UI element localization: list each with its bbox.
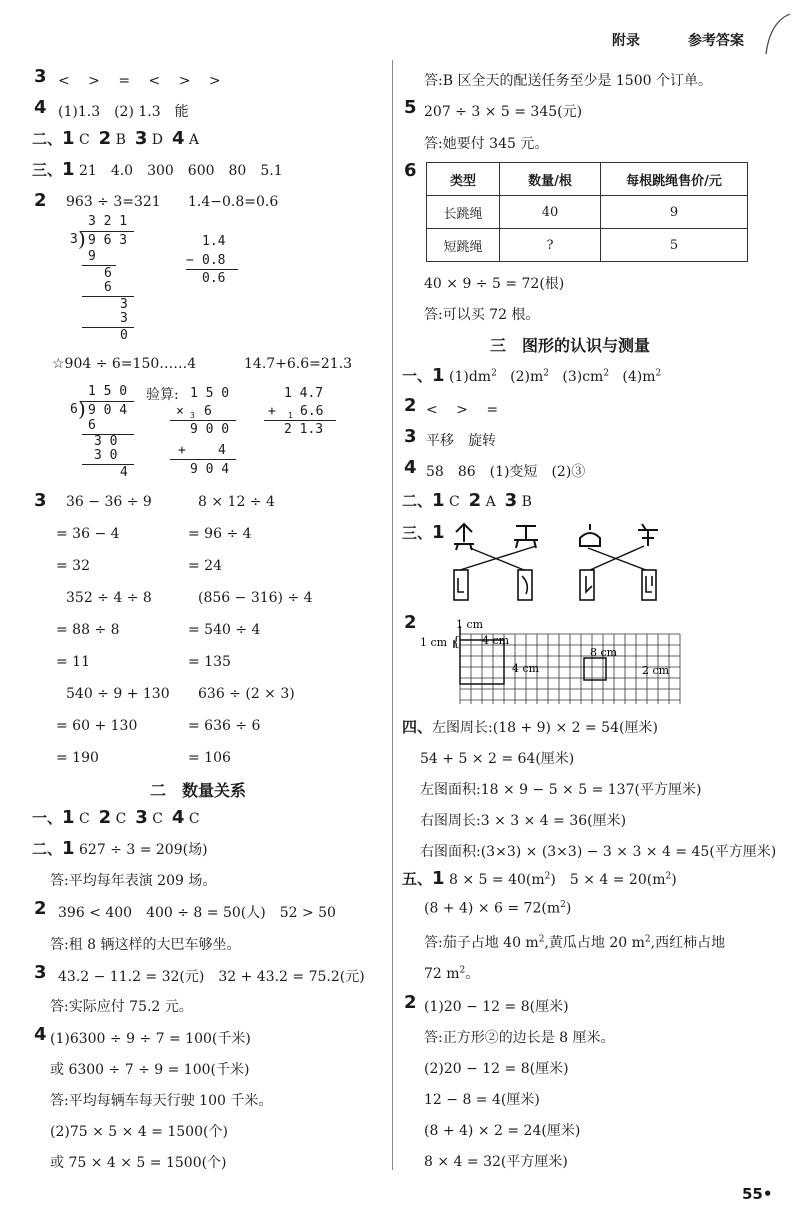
er-a3: D <box>151 132 164 148</box>
s2-q4-line5: 或 75 × 4 × 5 = 1500(个) <box>50 1155 227 1171</box>
q2-eq2: 1.4−0.8=0.6 <box>188 194 279 210</box>
div2-quotient: 1 5 0 <box>88 384 128 399</box>
s3-er-row <box>402 490 532 511</box>
div1-step1: 9 <box>88 249 96 264</box>
add1-b: 6.6 <box>300 404 324 419</box>
s2-q4-line3: 答:平均每辆车每天行驶 100 千米。 <box>50 1093 273 1109</box>
s3-wu-eq-c: ) <box>671 872 677 888</box>
table-row <box>427 196 748 229</box>
object-kettle-icon <box>580 524 600 546</box>
s3-si-line5: 右图面积:(3×3) × (3×3) − 3 × 3 × 4 = 45(平方厘米) <box>420 844 777 860</box>
s3-san-n1: 1 <box>432 522 445 543</box>
check-line1 <box>170 420 236 421</box>
s3-si-line3: 左图面积:18 × 9 − 5 × 5 = 137(平方厘米) <box>420 782 702 798</box>
s3-wu2-line2: 答:正方形②的边长是 8 厘米。 <box>424 1030 615 1046</box>
check-b: 6 <box>204 404 212 419</box>
q4-answers: (1)1.3 (2) 1.3 能 <box>58 104 189 120</box>
s2-q2-eq: 396 < 400 400 ÷ 8 = 50(人) 52 > 50 <box>58 905 336 921</box>
q3c1-line: = 190 <box>56 750 99 766</box>
div1-step2: 6 <box>104 266 112 281</box>
san-n1: 1 <box>62 159 75 180</box>
q3c1-line: = 32 <box>56 558 90 574</box>
s2-q4-line1: (1)6300 ÷ 9 ÷ 7 = 100(千米) <box>50 1031 251 1047</box>
s2-yi-n3: 3 <box>135 807 148 828</box>
s3-wu2-line1: (1)20 − 12 = 8(厘米) <box>424 999 569 1015</box>
s3-wu-l3a: 答:茄子占地 40 m <box>424 935 539 951</box>
grid-shapes <box>454 626 606 684</box>
s2-yi-n2: 2 <box>98 807 112 828</box>
div1-divisor: 3 <box>70 232 78 247</box>
star-eq2: 14.7+6.6=21.3 <box>244 356 353 372</box>
add1-result: 2 1.3 <box>284 422 324 437</box>
s3-wu-line4 <box>424 963 479 983</box>
matching-diagram <box>446 516 676 608</box>
er-n1: 1 <box>62 128 75 149</box>
s3-wu-eq-b: ) 5 × 4 = 20(m <box>550 872 666 888</box>
s2-yi-label: 一、 <box>32 809 63 827</box>
s3-yi-c: (3)cm <box>562 369 604 385</box>
r-q6-number: 6 <box>404 160 417 181</box>
check-label: 验算: <box>146 387 179 403</box>
s2-yi-n4: 4 <box>171 807 185 828</box>
grid-label-top: 1 cm <box>456 618 484 631</box>
q3c1-line: = 36 − 4 <box>56 526 120 542</box>
s3-wu-sup: 2 <box>665 871 672 882</box>
table-header-cell: 数量/根 <box>500 163 601 196</box>
s3-wu-eq-a: 8 × 5 = 40(m <box>449 872 545 888</box>
sub1-b: 0.8 <box>202 253 226 268</box>
table-cell: 短跳绳 <box>427 229 500 262</box>
grid-figure <box>420 614 690 704</box>
s3-wu2-line4: 12 − 8 = 4(厘米) <box>424 1092 540 1108</box>
div2-step3: 3 0 <box>94 448 118 463</box>
q4-number: 4 <box>34 97 47 118</box>
sub1-result: 0.6 <box>202 271 226 286</box>
s2-er-n1: 1 <box>62 838 75 859</box>
s3-er-a1: C <box>449 494 460 510</box>
q3c2-line: (856 − 316) ÷ 4 <box>198 590 313 606</box>
q3-number: 3 <box>34 66 47 87</box>
s3-wu-line3 <box>424 932 725 952</box>
s3-yi-a: (1)dm <box>449 369 492 385</box>
matching-lines <box>460 546 646 570</box>
div2-step2: 3 0 <box>94 434 118 449</box>
add1-a: 1 4.7 <box>284 386 324 401</box>
er-a1: C <box>79 132 90 148</box>
s3-wu-l2a: (8 + 4) × 6 = 72(m <box>424 900 561 917</box>
r-q5-eq: 207 ÷ 3 × 5 = 345(元) <box>424 104 583 120</box>
check-result: 9 0 4 <box>190 462 230 477</box>
s3-er-n2: 2 <box>468 490 482 511</box>
table-cell: ? <box>500 229 601 262</box>
div2-divisor: 6 <box>70 402 78 417</box>
page-number: 55• <box>742 1185 773 1203</box>
s3-er-n1: 1 <box>432 490 445 511</box>
s2-er1-eq: 627 ÷ 3 = 209(场) <box>79 842 208 858</box>
san-label: 三、 <box>32 161 63 179</box>
s3-q4-answers: 58 86 (1)变短 (2)③ <box>426 464 586 480</box>
grid-label-2cm: 2 cm <box>642 664 670 677</box>
column-divider <box>392 60 393 1170</box>
div2-dividend: 9 0 4 <box>88 403 128 418</box>
s3-q3-answers: 平移 旋转 <box>426 433 496 449</box>
s2-q4-line4: (2)75 × 5 × 4 = 1500(个) <box>50 1124 228 1140</box>
s3-wu-line2 <box>424 900 571 917</box>
q3c2-line: 8 × 12 ÷ 4 <box>198 494 275 510</box>
s2-q4-line2: 或 6300 ÷ 7 ÷ 9 = 100(千米) <box>50 1062 250 1078</box>
r-q5-number: 5 <box>404 97 417 118</box>
s3-q3-number: 3 <box>404 426 417 447</box>
s3-yi-n1: 1 <box>432 365 445 386</box>
s3-yi-b: (2)m <box>510 369 544 385</box>
section-2-title: 二 数量关系 <box>150 781 247 800</box>
table-row <box>427 229 748 262</box>
section-er-row <box>32 128 199 149</box>
r-answer-b: 答:B 区全天的配送任务至少是 1500 个订单。 <box>424 73 712 89</box>
s2-er1-row <box>32 838 208 859</box>
s3-san-label: 三、 <box>402 524 433 542</box>
check-c: 4 <box>218 443 226 458</box>
s3-wu2-number: 2 <box>404 992 417 1013</box>
s3-wu-sup: 2 <box>459 965 466 976</box>
s3-si-line1: 左图周长:(18 + 9) × 2 = 54(厘米) <box>432 720 658 736</box>
s3-wu-label: 五、 <box>402 870 433 888</box>
div1-step6: 0 <box>120 328 128 343</box>
div1-step5: 3 <box>120 311 128 326</box>
header-appendix: 附录 <box>612 33 640 49</box>
star-eq1: ☆904 ÷ 6=150……4 <box>52 356 197 372</box>
s3-wu-l2b: ) <box>565 900 572 917</box>
s3-si-line4: 右图周长:3 × 3 × 4 = 36(厘米) <box>420 813 627 829</box>
er-label: 二、 <box>32 130 63 148</box>
object-stool-icon <box>514 526 538 548</box>
div1-step3: 6 <box>104 280 112 295</box>
q3c2-line: 636 ÷ (2 × 3) <box>198 686 295 702</box>
s2-yi-a1: C <box>79 811 90 827</box>
grid-label-left: 1 cm <box>420 636 448 649</box>
q3c2-line: = 636 ÷ 6 <box>188 718 261 734</box>
r-q6-answer: 答:可以买 72 根。 <box>424 307 540 323</box>
s2-q3-answer: 答:实际应付 75.2 元。 <box>50 999 193 1015</box>
s3-yi-sup: 2 <box>543 368 550 379</box>
s3-er-a2: A <box>485 494 496 510</box>
s3-yi-label: 一、 <box>402 367 433 385</box>
s2-er1-answer: 答:平均每年表演 209 场。 <box>50 873 217 889</box>
s2-yi-a4: C <box>188 811 200 827</box>
s3-yi-d: (4)m <box>622 369 656 385</box>
table-cell: 40 <box>500 196 601 229</box>
div2-bar <box>80 401 134 402</box>
check-line2 <box>170 459 236 460</box>
q2-number: 2 <box>34 190 47 211</box>
view-cards <box>454 570 656 600</box>
q3c1-line: = 88 ÷ 8 <box>56 622 120 638</box>
s3-wu-row <box>402 868 677 889</box>
q3c1-line: 540 ÷ 9 + 130 <box>66 686 170 702</box>
add1-op: + <box>268 404 276 419</box>
page-corner-curve <box>752 8 792 58</box>
s2-yi-a2: C <box>115 811 127 827</box>
s3-wu-n1: 1 <box>432 868 445 889</box>
q2-eq1: 963 ÷ 3=321 <box>66 194 161 210</box>
s2-q2-number: 2 <box>34 898 47 919</box>
s2-er-label: 二、 <box>32 840 63 858</box>
r-q6-eq: 40 × 9 ÷ 5 = 72(根) <box>424 276 565 292</box>
div2-remainder: 4 <box>120 465 128 480</box>
grid-label-4cm-a: 4 cm <box>482 634 510 647</box>
s2-yi-row <box>32 807 200 828</box>
s3-wu-sup: 2 <box>644 934 651 945</box>
s3-er-n3: 3 <box>504 490 518 511</box>
s2-yi-n1: 1 <box>62 807 75 828</box>
div2-step1: 6 <box>88 418 96 433</box>
q3c1-line: = 11 <box>56 654 90 670</box>
div1-bar <box>80 231 134 232</box>
er-n4: 4 <box>171 128 185 149</box>
er-n2: 2 <box>98 128 112 149</box>
q3c1-line: = 60 + 130 <box>56 718 138 734</box>
r-q5-answer: 答:她要付 345 元。 <box>424 136 549 152</box>
s3-wu-l4b: 。 <box>465 966 480 982</box>
check-carry: 3 <box>190 411 195 420</box>
table-header-cell: 每根跳绳售价/元 <box>601 163 748 196</box>
sub1-op: − <box>186 253 194 268</box>
q3-answers: < > = < > > <box>58 73 221 89</box>
section-san-row <box>32 159 283 180</box>
s2-q4-number: 4 <box>34 1024 47 1045</box>
grid-label-8cm: 8 cm <box>590 646 618 659</box>
s3-wu-l3b: ,黄瓜占地 20 m <box>544 935 645 951</box>
q3c2-line: = 106 <box>188 750 231 766</box>
q3c1-line: 352 ÷ 4 ÷ 8 <box>66 590 152 606</box>
s3-san-row <box>402 522 445 543</box>
s3-wu-l3c: ,西红柿占地 <box>650 935 726 951</box>
s2-q2-answer: 答:租 8 辆这样的大巴车够坐。 <box>50 937 241 953</box>
s2-q3-number: 3 <box>34 962 47 983</box>
q3c2-line: = 96 ÷ 4 <box>188 526 252 542</box>
q3c2-line: = 135 <box>188 654 231 670</box>
sub1-a: 1.4 <box>202 234 226 249</box>
object-table-icon <box>638 524 658 546</box>
s3-wu-sup: 2 <box>560 900 566 910</box>
div2-bracket: ) <box>78 397 86 421</box>
section-3-title: 三 图形的认识与测量 <box>490 336 651 355</box>
table-header-cell: 类型 <box>427 163 500 196</box>
rope-table <box>426 162 748 262</box>
s3-wu-sup: 2 <box>544 871 551 882</box>
s3-wu2-line6: 8 × 4 = 32(平方厘米) <box>424 1154 568 1170</box>
grid-q-number: 2 <box>404 612 417 633</box>
grid-brace: { <box>452 635 461 650</box>
object-lamp-icon <box>454 524 474 550</box>
er-n3: 3 <box>134 128 148 149</box>
table-cell: 长跳绳 <box>427 196 500 229</box>
er-a4: A <box>188 132 200 148</box>
q3c2-line: = 540 ÷ 4 <box>188 622 261 638</box>
div1-step4: 3 <box>120 297 128 312</box>
s3-wu2-line3: (2)20 − 12 = 8(厘米) <box>424 1061 569 1077</box>
s3-q2-answers: < > = <box>426 402 499 418</box>
s3-er-a3: B <box>521 494 532 510</box>
check-product: 9 0 0 <box>190 422 230 437</box>
check-a: 1 5 0 <box>190 386 230 401</box>
er-a2: B <box>115 132 126 148</box>
add1-line <box>264 420 336 421</box>
table-cell: 9 <box>601 196 748 229</box>
s3-er-label: 二、 <box>402 492 433 510</box>
s3-yi-sup: 2 <box>603 368 610 379</box>
q3b-number: 3 <box>34 490 47 511</box>
s3-si-label: 四、 <box>402 718 433 736</box>
s3-si-line2: 54 + 5 × 2 = 64(厘米) <box>420 751 575 767</box>
s2-q3-eq: 43.2 − 11.2 = 32(元) 32 + 43.2 = 75.2(元) <box>58 969 365 985</box>
q3c2-line: = 24 <box>188 558 222 574</box>
table-header-row <box>427 163 748 196</box>
div1-bracket: ) <box>78 227 86 251</box>
sub1-line <box>186 269 238 270</box>
add1-carry: 1 <box>288 411 293 420</box>
s3-si-row <box>402 716 658 737</box>
div1-dividend: 9 6 3 <box>88 233 128 248</box>
s2-yi-a3: C <box>152 811 163 827</box>
check-op2: + <box>178 443 186 458</box>
s3-wu-l4a: 72 m <box>424 966 460 982</box>
s3-q4-number: 4 <box>404 457 417 478</box>
san-answers: 21 4.0 300 600 80 5.1 <box>79 163 283 179</box>
grid-label-4cm-b: 4 cm <box>512 662 540 675</box>
table-cell: 5 <box>601 229 748 262</box>
q3c1-line: 36 − 36 ÷ 9 <box>66 494 152 510</box>
s3-q2-number: 2 <box>404 395 417 416</box>
s3-yi-row <box>402 365 661 386</box>
div1-quotient: 3 2 1 <box>88 214 128 229</box>
header-answers: 参考答案 <box>688 33 744 49</box>
s3-yi-sup: 2 <box>655 368 662 379</box>
s3-wu-sup: 2 <box>538 934 545 945</box>
s3-yi-sup: 2 <box>491 368 497 379</box>
check-op: × <box>176 404 184 419</box>
s3-wu2-line5: (8 + 4) × 2 = 24(厘米) <box>424 1123 581 1139</box>
